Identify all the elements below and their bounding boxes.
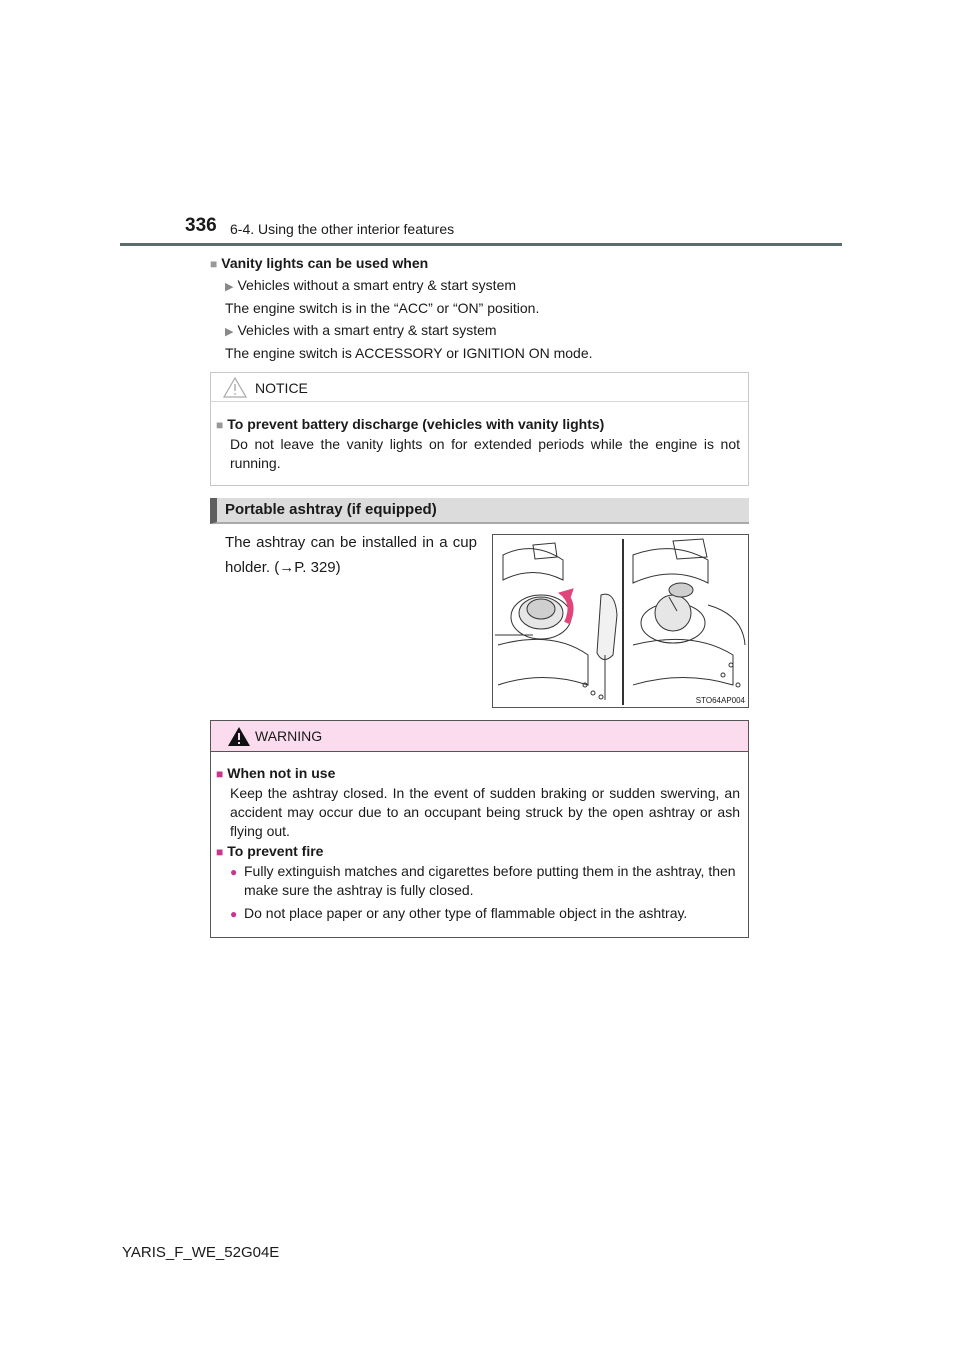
caution-triangle-icon: [223, 377, 247, 398]
warning-header: [211, 721, 748, 752]
ashtray-heading: Portable ashtray (if equipped): [210, 498, 749, 524]
warning-item1-title: ■ When not in use: [216, 765, 336, 781]
warning-label: WARNING: [255, 728, 323, 744]
vanity-item2-label: ▶ Vehicles with a smart entry & start system: [225, 322, 497, 338]
vanity-item1-text: The engine switch is in the “ACC” or “ON” position.: [225, 300, 540, 316]
square-bullet-icon: ■: [216, 767, 224, 781]
vanity-title: ■ Vanity lights can be used when: [210, 255, 429, 271]
square-bullet-icon: ■: [216, 845, 224, 859]
page-number: 336: [185, 215, 217, 236]
warning-box: [210, 720, 749, 938]
notice-box: [210, 372, 749, 486]
triangle-right-icon: ▶: [225, 326, 234, 338]
notice-header: [211, 373, 748, 402]
round-bullet-icon: ●: [230, 865, 238, 879]
ashtray-drawing: [493, 535, 748, 707]
warning-bullet2: Do not place paper or any other type of flammable object in the ashtray.: [244, 905, 688, 921]
warning-triangle-icon: [228, 727, 250, 746]
square-bullet-icon: ■: [210, 257, 218, 271]
section-title: 6-4. Using the other interior features: [230, 221, 455, 237]
vanity-item1-label: ▶ Vehicles without a smart entry & start system: [225, 277, 517, 293]
warning-item2-title: ■ To prevent fire: [216, 843, 324, 859]
header-rule: [120, 243, 842, 246]
square-bullet-icon: ■: [216, 418, 224, 432]
ashtray-body: The ashtray can be installed in a cup holder. (→P. 329): [225, 534, 477, 576]
vanity-item2-text: The engine switch is ACCESSORY or IGNITION ON mode.: [225, 345, 593, 361]
notice-text: Do not leave the vanity lights on for extended periods while the engine is not running.: [230, 436, 740, 471]
ashtray-illustration: [492, 534, 749, 708]
notice-label: NOTICE: [255, 380, 308, 396]
warning-item1-text: Keep the ashtray closed. In the event of sudden braking or sudden swerving, an accident may occur due to an occupant being struck by the open ashtray or ash flying out.: [230, 785, 740, 839]
illustration-code: STO64AP004: [695, 696, 745, 705]
footer-code: YARIS_F_WE_52G04E: [122, 1244, 280, 1261]
round-bullet-icon: ●: [230, 907, 238, 921]
warning-bullet1: Fully extinguish matches and cigarettes before putting them in the ashtray, then make sure the ashtray is fully closed.: [244, 863, 736, 898]
triangle-right-icon: ▶: [225, 281, 234, 293]
notice-item-title: ■ To prevent battery discharge (vehicles with vanity lights): [216, 416, 605, 432]
